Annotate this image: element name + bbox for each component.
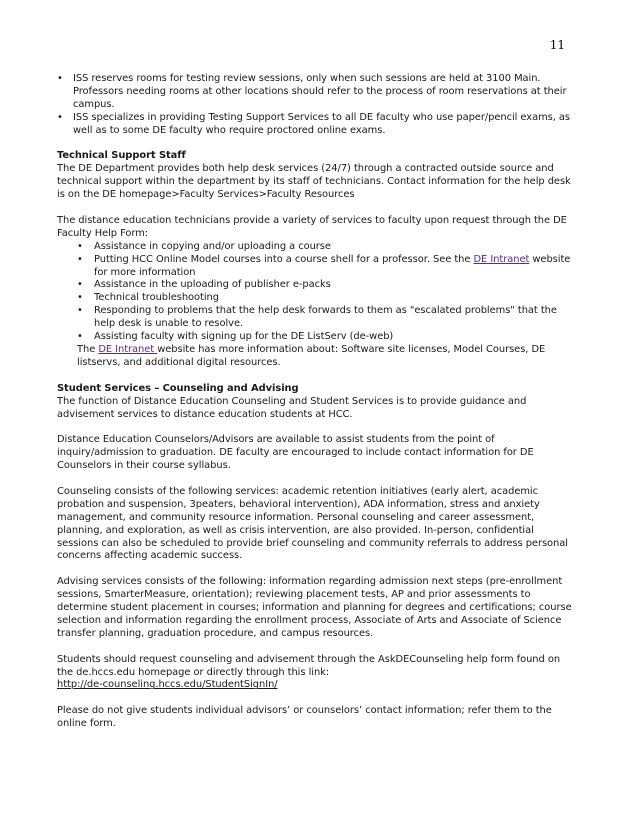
paragraph: Counseling consists of the following services: academic retention initiatives (early alert, academic probation and suspension, 3peaters, behavioral intervention), ADA information, stress and anxiety management, and community resource information. Personal counseling and career assessment, planning, and exploration, as well as crisis intervention, are also provided. In-person, confidential sessions can also be scheduled to provide brief counseling and community referrals to address personal concerns affecting academic success. <box>57 485 568 562</box>
list-item: • Assisting faculty with signing up for the DE ListServ (de-web) <box>57 331 577 344</box>
paragraph <box>57 679 577 692</box>
list-item <box>57 254 577 280</box>
paragraph: Advising services consists of the following: information regarding admission next steps (pre-enrollment sessions, SmarterMeasure, orientation); reviewing placement tests, AP and prior assessments to determine student placement in courses; information and planning for degrees and certifications; course selection and information regarding the enrollment process, Associate of Arts and Associate of Science transfer planning, graduation procedure, and campus resources. <box>57 576 572 639</box>
list-item: • Assistance in copying and/or uploading a course <box>57 241 577 254</box>
section-heading-tech-support: Technical Support Staff <box>57 150 186 162</box>
paragraph: The distance education technicians provide a variety of services to faculty upon request through the DE Faculty Help Form: <box>57 214 567 239</box>
list-item: • Technical troubleshooting <box>57 292 577 305</box>
paragraph <box>57 344 577 370</box>
paragraph: The function of Distance Education Counseling and Student Services is to provide guidance and advisement services to distance education students at HCC. <box>57 395 527 420</box>
de-intranet-link[interactable]: DE Intranet <box>473 253 530 265</box>
paragraph-text: The <box>77 344 99 355</box>
list-item: • Assistance in the uploading of publisher e-packs <box>57 279 577 292</box>
page-number: 11 <box>549 38 565 52</box>
document-body <box>57 73 577 731</box>
de-intranet-link[interactable]: DE Intranet <box>98 344 158 355</box>
paragraph: The DE Department provides both help desk services (24/7) through a contracted outside source and technical support within the department by its staff of technicians. Contact information for the help desk is on the DE homepage>Faculty Services>Faculty Resources <box>57 163 571 201</box>
list-item-text: Putting HCC Online Model courses into a course shell for a professor. See the <box>94 253 474 265</box>
counseling-signin-link[interactable]: http://de-counseling.hccs.edu/StudentSignIn/ <box>57 679 278 691</box>
paragraph-text: website has more information about: Software site licenses, Model Courses, DE listservs, and additional digital resources. <box>77 344 546 368</box>
paragraph: Students should request counseling and advisement through the AskDECounseling help form found on the de.hccs.edu homepage or directly through this link: <box>57 653 561 678</box>
section-heading-student-services: Student Services – Counseling and Advising <box>57 382 299 394</box>
bullet-item: • ISS reserves rooms for testing review sessions, only when such sessions are held at 3100 Main. Professors needing rooms at other locations should refer to the process of room reservations at their campus. <box>57 73 577 112</box>
list-item-text: website for more information <box>94 253 571 278</box>
paragraph: Distance Education Counselors/Advisors are available to assist students from the point of inquiry/admission to graduation. DE faculty are encouraged to include contact information for DE Counselors in their course syllabus. <box>57 434 534 472</box>
bullet-item: • ISS specializes in providing Testing Support Services to all DE faculty who use paper/pencil exams, as well as to some DE faculty who require proctored online exams. <box>57 112 577 138</box>
list-item: • Responding to problems that the help desk forwards to them as "escalated problems" that the help desk is unable to resolve. <box>57 305 577 331</box>
paragraph: Please do not give students individual advisors’ or counselors’ contact information; refer them to the online form. <box>57 705 552 730</box>
